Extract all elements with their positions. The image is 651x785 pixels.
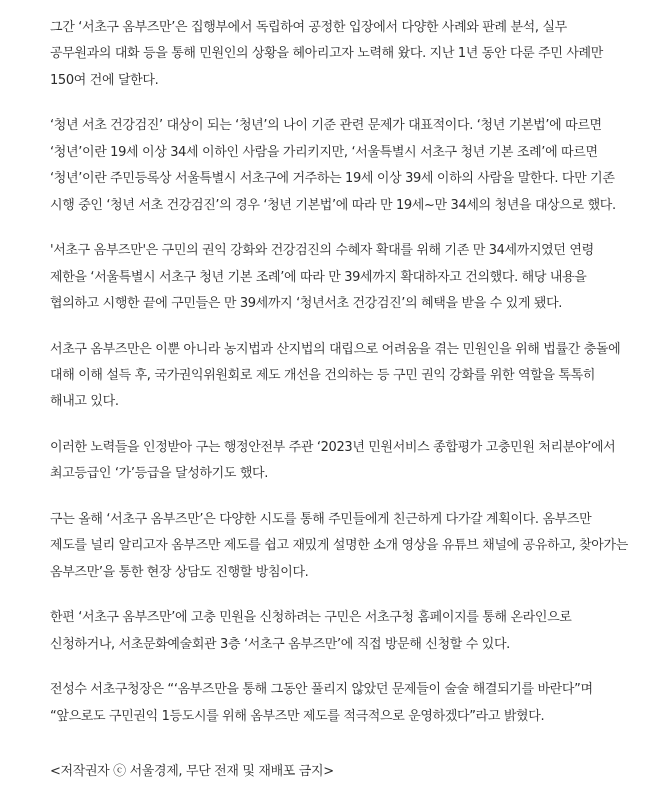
article-paragraph: 이러한 노력들을 인정받아 구는 행정안전부 주관 ‘2023년 민원서비스 종합평가 고충민원 처리분야’에서 최고등급인 ‘가’등급을 달성하기도 했다.	[50, 440, 616, 482]
article-body	[50, 15, 630, 785]
article-paragraph: ‘청년 서초 건강검진’ 대상이 되는 ‘청년’의 나이 기준 관련 문제가 대표적이다. ‘청년 기본법’에 따르면 ‘청년’이란 19세 이상 34세 이하인 사람을 가리키지만, ‘서울특별시 서초구 청년 기본 조례’에 따르면 ‘청년’이란 주민등록상 서울특별시 서초구에 거주하는 19세 이상 39세 이하의 사람을 말한다. 다만 기존 시행 중인 ‘청년 서초 건강검진’의 경우 ‘청년 기본법’에 따라 만 19세~만 34세의 청년을 대상으로 했다.	[50, 118, 616, 213]
copyright-notice: <저작권자 ⓒ 서울경제, 무단 전재 및 재배포 금지>	[50, 764, 334, 780]
article-paragraph: 그간 ‘서초구 옴부즈만’은 집행부에서 독립하여 공정한 입장에서 다양한 사례와 판례 분석, 실무 공무원과의 대화 등을 통해 민원인의 상황을 헤아리고자 노력해 왔다. 지난 1년 동안 다룬 주민 사례만 150여 건에 달한다.	[50, 20, 603, 88]
article-paragraph: 서초구 옴부즈만은 이뿐 아니라 농지법과 산지법의 대립으로 어려움을 겪는 민원인을 위해 법률간 충돌에 대해 이해 설득 후, 국가권익위원회로 제도 개선을 건의하는 등 구민 권익 강화를 위한 역할을 톡톡히 해내고 있다.	[50, 341, 621, 410]
article-paragraph: '서초구 옴부즈만'은 구민의 권익 강화와 건강검진의 수혜자 확대를 위해 기존 만 34세까지였던 연령 제한을 ‘서울특별시 서초구 청년 기본 조례’에 따라 만 39세까지 확대하자고 건의했다. 해당 내용을 협의하고 시행한 끝에 구민들은 만 39세까지 ‘청년서초 건강검진’의 혜택을 받을 수 있게 됐다.	[50, 243, 594, 312]
article-paragraph: 한편 ‘서초구 옴부즈만’에 고충 민원을 신청하려는 구민은 서초구청 홈페이지를 통해 온라인으로 신청하거나, 서초문화예술회관 3층 ‘서초구 옴부즈만’에 직접 방문해 신청할 수 있다.	[50, 610, 572, 652]
article-paragraph: 구는 올해 ‘서초구 옴부즈만’은 다양한 시도를 통해 주민들에게 친근하게 다가갈 계획이다. 옴부즈만 제도를 널리 알리고자 옴부즈만 제도를 쉽고 재밌게 설명한 소개 영상을 유튜브 채널에 공유하고, 찾아가는 옴부즈만’을 통한 현장 상담도 진행할 방침이다.	[50, 512, 628, 580]
article-paragraph: 전성수 서초구청장은 “‘옴부즈만을 통해 그동안 풀리지 않았던 문제들이 술술 해결되기를 바란다”며 “앞으로도 구민권익 1등도시를 위해 옴부즈만 제도를 적극적으로 운영하겠다”라고 밝혔다.	[50, 682, 593, 724]
